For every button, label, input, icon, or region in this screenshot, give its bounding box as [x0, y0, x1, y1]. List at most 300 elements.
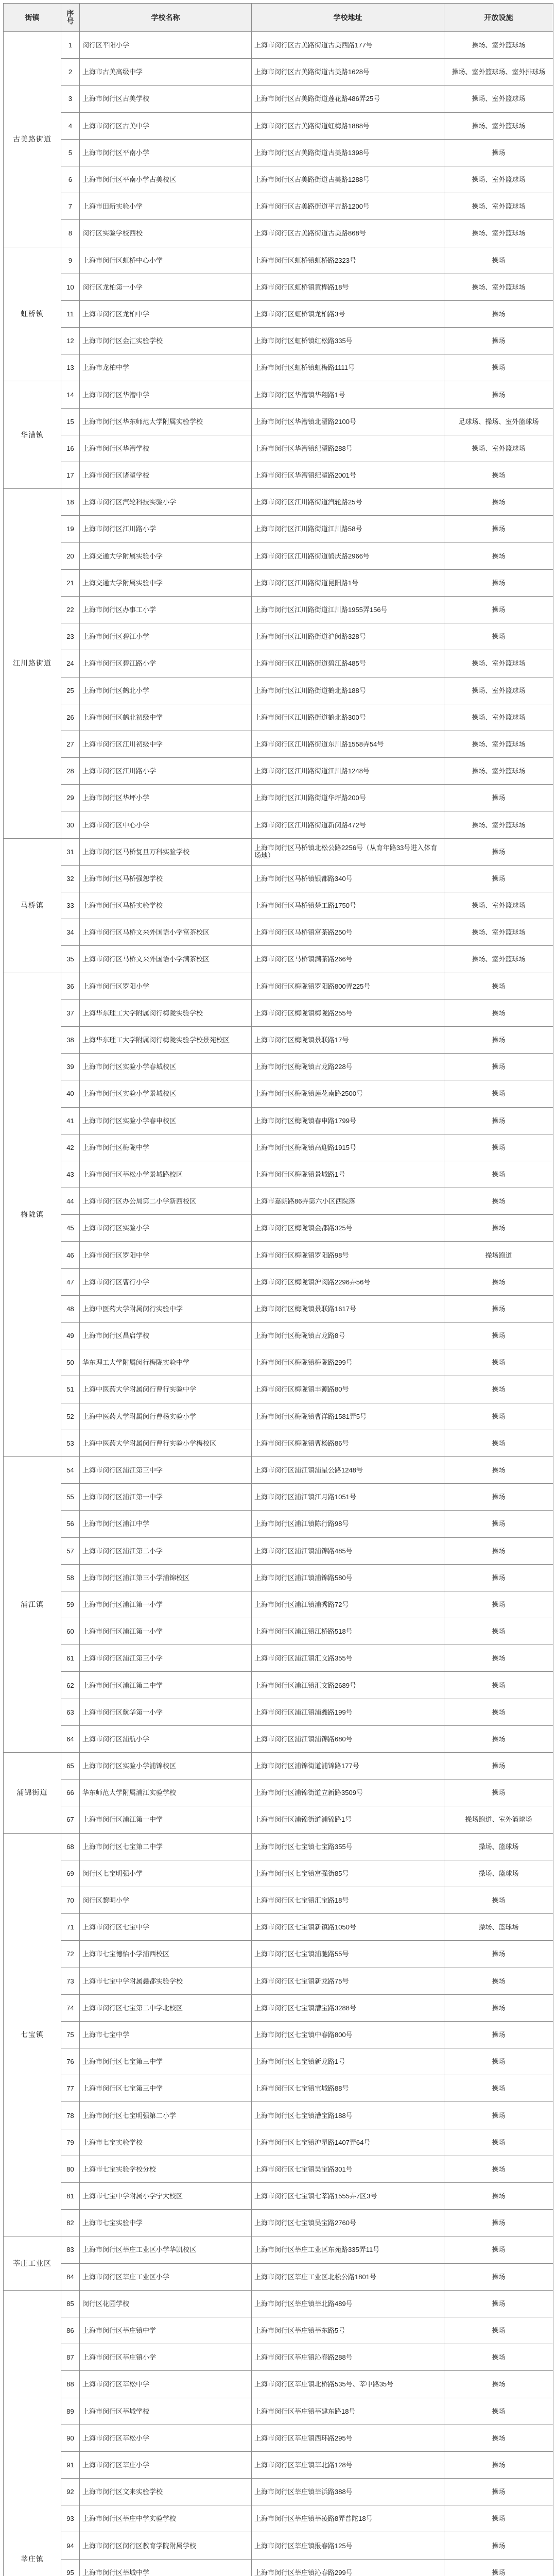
open-facilities: 操场 [444, 1618, 553, 1645]
school-name: 上海市闵行区莘城中学 [80, 2559, 252, 2576]
table-row [4, 623, 553, 650]
school-name: 上海市闵行区平南小学 [80, 139, 252, 166]
open-facilities: 操场 [444, 1188, 553, 1215]
row-number: 88 [61, 2371, 80, 2398]
header-school-address: 学校地址 [252, 4, 444, 32]
school-address: 上海市闵行区华漕镇纪翟路2001号 [252, 462, 444, 489]
school-name: 上海市闵行区七宝第三中学 [80, 2048, 252, 2075]
row-number: 80 [61, 2156, 80, 2182]
school-address: 上海市闵行区莘庄工业区东苑路335弄11号 [252, 2236, 444, 2263]
town-cell: 华漕镇 [4, 381, 61, 489]
open-facilities: 操场 [444, 1484, 553, 1511]
school-name: 上海市闵行区实验小学 [80, 1215, 252, 1242]
school-name: 上海市闵行区七宝明强第二小学 [80, 2102, 252, 2129]
open-facilities: 操场 [444, 543, 553, 569]
school-name: 上海市闵行区江川路小学 [80, 516, 252, 543]
row-number: 10 [61, 274, 80, 300]
table-row [4, 1188, 553, 1215]
table-row [4, 785, 553, 811]
row-number: 89 [61, 2398, 80, 2425]
table-row [4, 919, 553, 946]
row-number: 20 [61, 543, 80, 569]
school-address: 上海市闵行区梅陇镇罗阳路800弄225号 [252, 973, 444, 999]
school-address: 上海市闵行区江川路街道鹤北路188号 [252, 677, 444, 704]
school-address: 上海市闵行区浦江镇陈行路98号 [252, 1511, 444, 1537]
school-name: 上海市闵行区鹤北小学 [80, 677, 252, 704]
row-number: 95 [61, 2559, 80, 2576]
open-facilities: 操场、室外篮球场 [444, 758, 553, 785]
school-name: 上海市闵行区华漕中学 [80, 381, 252, 408]
table-row [4, 1591, 553, 1618]
row-number: 73 [61, 1968, 80, 1994]
row-number: 39 [61, 1054, 80, 1080]
row-number: 1 [61, 32, 80, 59]
open-facilities: 操场 [444, 1323, 553, 1349]
table-row [4, 973, 553, 999]
row-number: 5 [61, 139, 80, 166]
town-cell: 浦江镇 [4, 1456, 61, 1752]
open-facilities: 操场 [444, 785, 553, 811]
open-facilities: 操场 [444, 2210, 553, 2236]
school-name: 上海市闵行区华坪小学 [80, 785, 252, 811]
school-name: 上海市闵行区实验小学春城校区 [80, 1054, 252, 1080]
open-facilities: 操场、室外篮球场 [444, 193, 553, 220]
school-name: 上海中医药大学附属闵行曹行实验小学梅校区 [80, 1430, 252, 1456]
school-address: 上海市闵行区马桥镇银都路340号 [252, 865, 444, 892]
table-row [4, 731, 553, 757]
town-cell: 马桥镇 [4, 838, 61, 973]
table-row [4, 2102, 553, 2129]
open-facilities: 足球场、操场、室外篮球场 [444, 408, 553, 435]
row-number: 14 [61, 381, 80, 408]
row-number: 54 [61, 1456, 80, 1483]
table-row [4, 354, 553, 381]
table-row [4, 1054, 553, 1080]
table-row [4, 1456, 553, 1483]
table-row [4, 2021, 553, 2048]
open-facilities: 操场 [444, 1349, 553, 1376]
school-name: 上海市闵行区诸翟学校 [80, 462, 252, 489]
school-address: 上海市闵行区江川路街道江川路1955弄156号 [252, 596, 444, 623]
row-number: 19 [61, 516, 80, 543]
table-row [4, 193, 553, 220]
school-name: 上海市闵行区七宝中学 [80, 1914, 252, 1941]
open-facilities: 操场 [444, 999, 553, 1026]
row-number: 11 [61, 300, 80, 327]
row-number: 67 [61, 1806, 80, 1833]
row-number: 36 [61, 973, 80, 999]
row-number: 75 [61, 2021, 80, 2048]
school-address: 上海市闵行区莘庄镇沁春路299号 [252, 2559, 444, 2576]
school-address: 上海市闵行区古美路街道古美路1398号 [252, 139, 444, 166]
row-number: 76 [61, 2048, 80, 2075]
school-address: 上海市闵行区马桥镇富茶路250号 [252, 919, 444, 946]
table-row [4, 1941, 553, 1968]
school-address: 上海市闵行区华漕镇北翟路2100号 [252, 408, 444, 435]
table-row [4, 596, 553, 623]
table-row [4, 86, 553, 112]
table-row [4, 1645, 553, 1672]
row-number: 93 [61, 2505, 80, 2532]
open-facilities: 操场 [444, 489, 553, 516]
school-name: 上海市闵行区马桥文来外国语小学富茶校区 [80, 919, 252, 946]
open-facilities: 操场 [444, 2021, 553, 2048]
school-name: 上海市七宝德怡小学浦西校区 [80, 1941, 252, 1968]
school-address: 上海市闵行区七宝镇富强街85号 [252, 1860, 444, 1887]
school-address: 上海市闵行区莘庄工业区北松公路1801号 [252, 2263, 444, 2290]
open-facilities: 操场 [444, 1591, 553, 1618]
table-row [4, 2210, 553, 2236]
school-address: 上海市闵行区古美路街道平吉路1200号 [252, 193, 444, 220]
open-facilities: 操场、室外篮球场 [444, 677, 553, 704]
school-name: 上海市闵行区办事工小学 [80, 596, 252, 623]
school-address: 上海市闵行区浦江镇浦锦路680号 [252, 1725, 444, 1752]
table-row [4, 1134, 553, 1161]
row-number: 71 [61, 1914, 80, 1941]
open-facilities: 操场 [444, 1699, 553, 1725]
row-number: 64 [61, 1725, 80, 1752]
row-number: 79 [61, 2129, 80, 2156]
school-name: 上海市闵行区马桥强恕学校 [80, 865, 252, 892]
school-name: 上海市闵行区莘庄中学实验学校 [80, 2505, 252, 2532]
school-name: 上海市闵行区马桥文来外国语小学满茶校区 [80, 946, 252, 973]
school-name: 上海市闵行区莘庄工业区小学华凯校区 [80, 2236, 252, 2263]
open-facilities: 操场 [444, 2317, 553, 2344]
school-facilities-table [3, 3, 553, 2576]
school-name: 上海市闵行区七宝第二中学北校区 [80, 1994, 252, 2021]
table-row [4, 2532, 553, 2559]
school-address: 上海市闵行区莘庄镇报春路125号 [252, 2532, 444, 2559]
school-address: 上海市闵行区古美路街道古美路1628号 [252, 59, 444, 86]
table-row [4, 2129, 553, 2156]
school-address: 上海市闵行区江川路街道沪闵路328号 [252, 623, 444, 650]
table-row [4, 543, 553, 569]
table-row [4, 946, 553, 973]
school-address: 上海市闵行区莘庄镇沁春路288号 [252, 2344, 444, 2371]
table-row [4, 811, 553, 838]
table-row [4, 704, 553, 731]
open-facilities: 操场 [444, 1564, 553, 1591]
open-facilities: 操场 [444, 1403, 553, 1430]
school-name: 上海市闵行区古美中学 [80, 112, 252, 139]
table-row [4, 274, 553, 300]
open-facilities: 操场 [444, 1645, 553, 1672]
table-row [4, 1780, 553, 1806]
row-number: 65 [61, 1753, 80, 1780]
school-name: 上海市闵行区马桥复旦万科实验学校 [80, 838, 252, 865]
school-address: 上海市闵行区梅陇镇春申路1799号 [252, 1107, 444, 1134]
row-number: 43 [61, 1161, 80, 1188]
table-row [4, 1080, 553, 1107]
school-address: 上海市闵行区七宝镇沪星路1407弄64号 [252, 2129, 444, 2156]
row-number: 46 [61, 1242, 80, 1268]
open-facilities: 操场、室外篮球场 [444, 220, 553, 247]
row-number: 18 [61, 489, 80, 516]
table-row [4, 408, 553, 435]
school-name: 上海中医药大学附属闵行曹行实验中学 [80, 1376, 252, 1403]
open-facilities: 操场 [444, 838, 553, 865]
table-row [4, 1215, 553, 1242]
table-row [4, 892, 553, 919]
table-row [4, 1268, 553, 1295]
table-row [4, 1403, 553, 1430]
row-number: 70 [61, 1887, 80, 1913]
school-name: 上海市闵行区江川路小学 [80, 758, 252, 785]
school-address: 上海市闵行区梅陇镇罗阳路98号 [252, 1242, 444, 1268]
header-row [4, 4, 553, 32]
table-row [4, 1887, 553, 1913]
table-row [4, 247, 553, 274]
school-address: 上海市闵行区梅陇镇沪闵路2296弄56号 [252, 1268, 444, 1295]
row-number: 69 [61, 1860, 80, 1887]
open-facilities: 操场 [444, 1456, 553, 1483]
school-address: 上海市闵行区江川路街道江川路58号 [252, 516, 444, 543]
row-number: 49 [61, 1323, 80, 1349]
open-facilities: 操场 [444, 1215, 553, 1242]
school-name: 上海市闵行区莘松小学 [80, 2425, 252, 2451]
open-facilities: 操场 [444, 1511, 553, 1537]
open-facilities: 操场 [444, 2290, 553, 2317]
row-number: 12 [61, 328, 80, 354]
row-number: 61 [61, 1645, 80, 1672]
open-facilities: 操场跑道 [444, 1242, 553, 1268]
row-number: 82 [61, 2210, 80, 2236]
row-number: 59 [61, 1591, 80, 1618]
school-name: 上海市闵行区航华第一小学 [80, 1699, 252, 1725]
row-number: 23 [61, 623, 80, 650]
open-facilities: 操场、室外篮球场 [444, 86, 553, 112]
school-address: 上海市闵行区浦江镇江月路1051号 [252, 1484, 444, 1511]
school-name: 上海市七宝实验学校 [80, 2129, 252, 2156]
open-facilities: 操场、室外篮球场 [444, 435, 553, 462]
row-number: 32 [61, 865, 80, 892]
school-address: 上海市闵行区梅陇镇古龙路228号 [252, 1054, 444, 1080]
school-name: 上海市七宝实验中学 [80, 2210, 252, 2236]
table-row [4, 2398, 553, 2425]
table-row [4, 2317, 553, 2344]
school-address: 上海市闵行区七宝镇七莘路1555弄7区3号 [252, 2183, 444, 2210]
school-name: 闵行区花园学校 [80, 2290, 252, 2317]
open-facilities: 操场 [444, 328, 553, 354]
school-address: 上海市闵行区七宝镇吴宝路301号 [252, 2156, 444, 2182]
school-name: 闵行区平阳小学 [80, 32, 252, 59]
row-number: 21 [61, 569, 80, 596]
row-number: 51 [61, 1376, 80, 1403]
town-cell: 莘庄镇 [4, 2290, 61, 2576]
open-facilities: 操场 [444, 2371, 553, 2398]
row-number: 17 [61, 462, 80, 489]
table-row [4, 1753, 553, 1780]
table-row [4, 2479, 553, 2505]
table-row [4, 381, 553, 408]
table-row [4, 2048, 553, 2075]
table-body [4, 32, 553, 2576]
row-number: 90 [61, 2425, 80, 2451]
table-row [4, 489, 553, 516]
open-facilities: 操场、室外篮球场 [444, 32, 553, 59]
table-row [4, 2451, 553, 2478]
header-school-name: 学校名称 [80, 4, 252, 32]
school-address: 上海市闵行区古美路街道古美西路177号 [252, 32, 444, 59]
school-address: 上海市闵行区梅陇镇莲花南路2500号 [252, 1080, 444, 1107]
row-number: 47 [61, 1268, 80, 1295]
school-address: 上海市闵行区江川路街道鹤庆路2966号 [252, 543, 444, 569]
table-row [4, 758, 553, 785]
row-number: 60 [61, 1618, 80, 1645]
school-name: 闵行区黎明小学 [80, 1887, 252, 1913]
school-name: 上海市闵行区金汇实验学校 [80, 328, 252, 354]
school-name: 上海市闵行区文来实验学校 [80, 2479, 252, 2505]
table-row [4, 2371, 553, 2398]
open-facilities: 操场 [444, 1161, 553, 1188]
school-name: 上海市闵行区浦江第一中学 [80, 1806, 252, 1833]
table-row [4, 1564, 553, 1591]
school-address: 上海市闵行区浦江镇浦秀路72号 [252, 1591, 444, 1618]
school-address: 上海市闵行区马桥镇楚工路1750号 [252, 892, 444, 919]
school-name: 上海市闵行区梅陇中学 [80, 1134, 252, 1161]
school-address: 上海市闵行区莘庄镇西环路295号 [252, 2425, 444, 2451]
school-address: 上海市闵行区虹桥镇黄桦路18号 [252, 274, 444, 300]
table-row [4, 462, 553, 489]
school-name: 上海市七宝中学附属鑫都实验学校 [80, 1968, 252, 1994]
school-name: 上海华东理工大学附属闵行梅陇实验学校景苑校区 [80, 1026, 252, 1053]
school-address: 上海市闵行区江川路街道碧江路485号 [252, 650, 444, 677]
table-row [4, 999, 553, 1026]
open-facilities: 操场 [444, 1753, 553, 1780]
row-number: 66 [61, 1780, 80, 1806]
row-number: 28 [61, 758, 80, 785]
town-cell: 七宝镇 [4, 1833, 61, 2236]
school-name: 上海市闵行区中心小学 [80, 811, 252, 838]
school-name: 上海市田新实验小学 [80, 193, 252, 220]
school-name: 上海市闵行区鹤北初级中学 [80, 704, 252, 731]
school-name: 上海市七宝实验学校分校 [80, 2156, 252, 2182]
row-number: 55 [61, 1484, 80, 1511]
row-number: 3 [61, 86, 80, 112]
school-address: 上海市闵行区莘庄镇北桥路535号、莘中路35号 [252, 2371, 444, 2398]
school-address: 上海市闵行区古美路街道古美路868号 [252, 220, 444, 247]
open-facilities: 操场 [444, 1295, 553, 1322]
school-address: 上海市闵行区虹桥镇虹梅路1111号 [252, 354, 444, 381]
open-facilities: 操场、室外篮球场 [444, 919, 553, 946]
open-facilities: 操场 [444, 247, 553, 274]
open-facilities: 操场 [444, 1537, 553, 1564]
table-row [4, 1349, 553, 1376]
row-number: 16 [61, 435, 80, 462]
school-address: 上海市闵行区虹桥镇红松路335号 [252, 328, 444, 354]
school-address: 上海市闵行区七宝镇漕宝路3288号 [252, 1994, 444, 2021]
table-row [4, 1994, 553, 2021]
row-number: 68 [61, 1833, 80, 1860]
school-name: 上海市闵行区莘松中学 [80, 2371, 252, 2398]
row-number: 62 [61, 1672, 80, 1699]
open-facilities: 操场 [444, 1080, 553, 1107]
open-facilities: 操场 [444, 1968, 553, 1994]
school-address: 上海市闵行区莘庄镇莘北路489号 [252, 2290, 444, 2317]
table-row [4, 1376, 553, 1403]
school-name: 上海市闵行区浦江第三小学浦锦校区 [80, 1564, 252, 1591]
school-address: 上海市闵行区七宝镇新镇路1050号 [252, 1914, 444, 1941]
school-name: 上海市七宝中学 [80, 2021, 252, 2048]
school-address: 上海市闵行区梅陇镇景城路1号 [252, 1161, 444, 1188]
school-address: 上海市闵行区梅陇镇古龙路8号 [252, 1323, 444, 1349]
row-number: 74 [61, 1994, 80, 2021]
row-number: 26 [61, 704, 80, 731]
school-name: 上海市闵行区莘庄工业区小学 [80, 2263, 252, 2290]
table-row [4, 1107, 553, 1134]
school-name: 上海市闵行区马桥实验学校 [80, 892, 252, 919]
school-name: 上海市闵行区浦江第一小学 [80, 1591, 252, 1618]
open-facilities: 操场 [444, 2102, 553, 2129]
row-number: 34 [61, 919, 80, 946]
table-row [4, 2425, 553, 2451]
row-number: 77 [61, 2075, 80, 2102]
school-name: 闵行区龙柏第一小学 [80, 274, 252, 300]
row-number: 91 [61, 2451, 80, 2478]
school-address: 上海市闵行区江川路街道华坪路200号 [252, 785, 444, 811]
table-row [4, 2183, 553, 2210]
school-name: 上海中医药大学附属闵行实验中学 [80, 1295, 252, 1322]
table-row [4, 2263, 553, 2290]
school-name: 上海市闵行区江川初级中学 [80, 731, 252, 757]
row-number: 6 [61, 166, 80, 193]
school-name: 上海市闵行区办公局第二小学新西校区 [80, 1188, 252, 1215]
table-row [4, 1242, 553, 1268]
open-facilities: 操场 [444, 1941, 553, 1968]
school-address: 上海市闵行区古美路街道古美路1288号 [252, 166, 444, 193]
row-number: 2 [61, 59, 80, 86]
school-address: 上海市闵行区七宝镇吴宝路2760号 [252, 2210, 444, 2236]
open-facilities: 操场 [444, 2129, 553, 2156]
row-number: 42 [61, 1134, 80, 1161]
school-address: 上海市闵行区马桥镇满茶路266号 [252, 946, 444, 973]
school-name: 华东师范大学附属浦江实验学校 [80, 1780, 252, 1806]
school-address: 上海市闵行区浦江镇汇文路2689号 [252, 1672, 444, 1699]
open-facilities: 操场、室外篮球场 [444, 731, 553, 757]
header-open-facilities: 开放设施 [444, 4, 553, 32]
row-number: 37 [61, 999, 80, 1026]
row-number: 41 [61, 1107, 80, 1134]
table-row [4, 2290, 553, 2317]
school-address: 上海市闵行区浦江镇浦鑫路199号 [252, 1699, 444, 1725]
table-row [4, 1968, 553, 1994]
open-facilities: 操场 [444, 1026, 553, 1053]
school-name: 上海市闵行区实验小学春申校区 [80, 1107, 252, 1134]
school-address: 上海市闵行区梅陇镇曹杨路86号 [252, 1430, 444, 1456]
row-number: 13 [61, 354, 80, 381]
row-number: 86 [61, 2317, 80, 2344]
row-number: 52 [61, 1403, 80, 1430]
school-name: 上海市闵行区莘庄小学 [80, 2451, 252, 2478]
school-address: 上海市闵行区华漕镇华翔路1号 [252, 381, 444, 408]
table-row [4, 2075, 553, 2102]
row-number: 83 [61, 2236, 80, 2263]
table-row [4, 1161, 553, 1188]
open-facilities: 操场 [444, 2451, 553, 2478]
school-address: 上海市闵行区梅陇镇高迎路1915号 [252, 1134, 444, 1161]
table-row [4, 220, 553, 247]
open-facilities: 操场、室外篮球场 [444, 946, 553, 973]
school-name: 上海市闵行区碧江路小学 [80, 650, 252, 677]
table-row [4, 1484, 553, 1511]
school-name: 上海市闵行区汽轮科技实验小学 [80, 489, 252, 516]
school-name: 上海中医药大学附属闵行曹杨实验小学 [80, 1403, 252, 1430]
school-address: 上海市闵行区华漕镇纪翟路288号 [252, 435, 444, 462]
school-name: 上海市闵行区古美学校 [80, 86, 252, 112]
town-cell: 虹桥镇 [4, 247, 61, 381]
school-name: 上海市闵行区华东师范大学附属实验学校 [80, 408, 252, 435]
open-facilities: 操场 [444, 300, 553, 327]
